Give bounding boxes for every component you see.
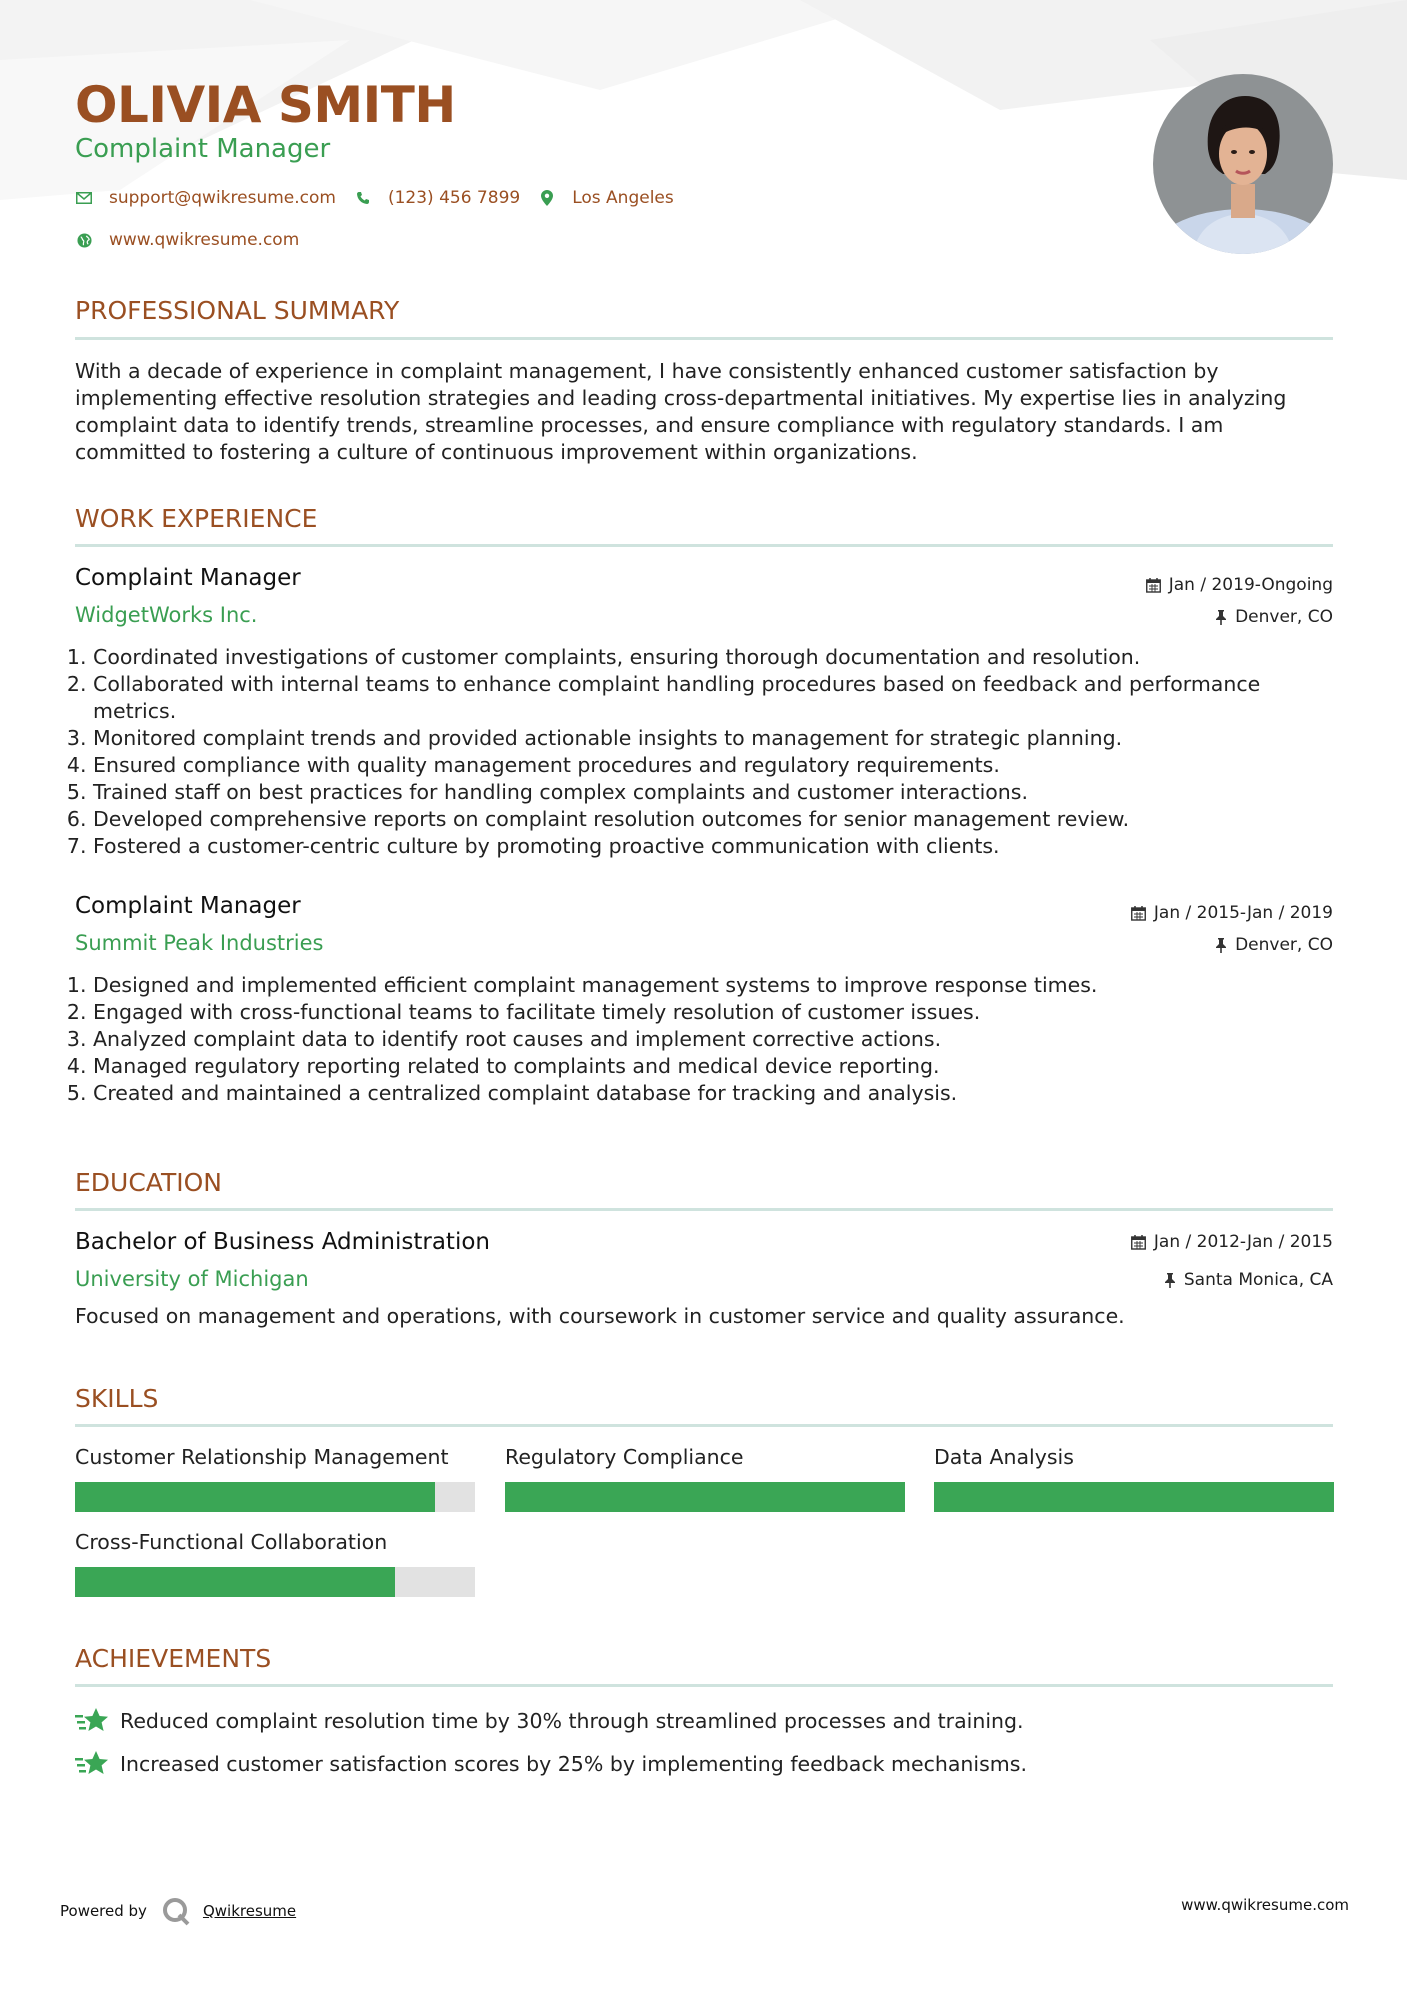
phone-text[interactable]: (123) 456 7899 xyxy=(387,188,521,208)
job-location-text: Denver, CO xyxy=(1235,607,1333,627)
section-divider xyxy=(75,337,1333,340)
job-location xyxy=(1215,935,1333,955)
skill-item xyxy=(75,1442,475,1512)
skill-bar-fill xyxy=(505,1482,905,1512)
email-text[interactable]: support@qwikresume.com xyxy=(109,188,336,208)
list-item: 7. Fostered a customer-centric culture by promoting proactive communication with clients. xyxy=(93,833,1333,860)
pushpin-icon xyxy=(1164,1273,1176,1288)
section-title-experience: WORK EXPERIENCE xyxy=(75,504,318,533)
list-item: 5. Trained staff on best practices for handling complex complaints and customer interactions. xyxy=(93,779,1333,806)
list-item: 4. Ensured compliance with quality management procedures and regulatory requirements. xyxy=(93,752,1333,779)
degree-title: Bachelor of Business Administration xyxy=(75,1229,490,1255)
skill-name: Cross-Functional Collaboration xyxy=(75,1530,388,1554)
list-item: 2. Collaborated with internal teams to enhance complaint handling procedures based on feedback and performance metrics. xyxy=(93,671,1333,725)
section-title-summary: PROFESSIONAL SUMMARY xyxy=(75,296,400,325)
education-dates-text: Jan / 2012-Jan / 2015 xyxy=(1153,1232,1333,1252)
candidate-title: Complaint Manager xyxy=(75,134,331,164)
brand-link[interactable]: Qwikresume xyxy=(202,1902,297,1920)
job-dates xyxy=(1131,903,1333,923)
job-duties-list xyxy=(75,972,1333,1107)
section-divider xyxy=(75,544,1333,547)
email-item[interactable] xyxy=(75,188,336,208)
job-dates-text: Jan / 2019-Ongoing xyxy=(1168,575,1333,595)
skill-name: Data Analysis xyxy=(934,1445,1074,1469)
location-item xyxy=(538,188,674,208)
qwikresume-logo-icon xyxy=(161,1896,191,1926)
skill-name: Customer Relationship Management xyxy=(75,1445,449,1469)
section-divider xyxy=(75,1208,1333,1211)
list-item: 5. Created and maintained a centralized complaint database for tracking and analysis. xyxy=(93,1080,1333,1107)
job-location xyxy=(1215,607,1333,627)
skill-bar-fill xyxy=(75,1482,435,1512)
list-item: 2. Engaged with cross-functional teams to facilitate timely resolution of customer issues. xyxy=(93,999,1333,1026)
footer-powered-by xyxy=(60,1896,296,1926)
job-title: Complaint Manager xyxy=(75,893,301,919)
section-divider xyxy=(75,1684,1333,1687)
school-name: University of Michigan xyxy=(75,1267,309,1291)
achievement-text: Increased customer satisfaction scores by 25% by implementing feedback mechanisms. xyxy=(120,1752,1027,1776)
skill-bar-fill xyxy=(934,1482,1334,1512)
list-item: 1. Coordinated investigations of customer complaints, ensuring thorough documentation and resolution. xyxy=(93,644,1333,671)
calendar-icon xyxy=(1131,906,1146,921)
skill-bar xyxy=(75,1482,475,1512)
envelope-icon xyxy=(75,189,93,207)
section-title-achievements: ACHIEVEMENTS xyxy=(75,1644,272,1673)
achievement-text: Reduced complaint resolution time by 30% through streamlined processes and training. xyxy=(120,1709,1024,1733)
skill-bar xyxy=(505,1482,905,1512)
pushpin-icon xyxy=(1215,610,1227,625)
shooting-star-icon xyxy=(75,1706,111,1736)
achievement-item xyxy=(75,1706,1024,1736)
skill-item xyxy=(505,1442,905,1512)
achievement-item xyxy=(75,1749,1027,1779)
pushpin-icon xyxy=(1215,938,1227,953)
education-location xyxy=(1164,1270,1333,1290)
contact-row xyxy=(75,188,692,208)
list-item: 6. Developed comprehensive reports on complaint resolution outcomes for senior management review. xyxy=(93,806,1333,833)
education-dates xyxy=(1131,1232,1333,1252)
section-title-education: EDUCATION xyxy=(75,1168,222,1197)
candidate-name: OLIVIA SMITH xyxy=(75,76,456,134)
globe-icon xyxy=(75,231,93,249)
summary-text: With a decade of experience in complaint management, I have consistently enhanced customer satisfaction by implementing effective resolution strategies and leading cross-departmental initiatives. My expertise lies in analyzing complaint data to identify trends, streamline processes, and ensure compliance with regulatory standards. I am committed to fostering a culture of continuous improvement within organizations. xyxy=(75,359,1287,464)
section-divider xyxy=(75,1424,1333,1427)
website-row xyxy=(75,230,317,250)
job-dates-text: Jan / 2015-Jan / 2019 xyxy=(1153,903,1333,923)
job-dates xyxy=(1146,575,1333,595)
education-description: Focused on management and operations, with coursework in customer service and quality assurance. xyxy=(75,1304,1125,1328)
calendar-icon xyxy=(1131,1235,1146,1250)
list-item: 3. Monitored complaint trends and provided actionable insights to management for strategic planning. xyxy=(93,725,1333,752)
website-item[interactable] xyxy=(75,230,299,250)
location-text: Los Angeles xyxy=(572,188,674,208)
company-name: WidgetWorks Inc. xyxy=(75,603,258,627)
section-title-skills: SKILLS xyxy=(75,1384,159,1413)
company-name: Summit Peak Industries xyxy=(75,931,324,955)
list-item: 4. Managed regulatory reporting related to complaints and medical device reporting. xyxy=(93,1053,1333,1080)
list-item: 3. Analyzed complaint data to identify root causes and implement corrective actions. xyxy=(93,1026,1333,1053)
calendar-icon xyxy=(1146,578,1161,593)
powered-by-text: Powered by xyxy=(60,1902,147,1920)
skill-item xyxy=(75,1527,475,1597)
skill-bar-fill xyxy=(75,1567,395,1597)
skill-bar xyxy=(75,1567,475,1597)
shooting-star-icon xyxy=(75,1749,111,1779)
website-text[interactable]: www.qwikresume.com xyxy=(109,230,300,250)
skill-item xyxy=(934,1442,1334,1512)
list-item: 1. Designed and implemented efficient complaint management systems to improve response times. xyxy=(93,972,1333,999)
education-location-text: Santa Monica, CA xyxy=(1183,1270,1333,1290)
job-location-text: Denver, CO xyxy=(1235,935,1333,955)
job-duties-list xyxy=(75,644,1333,860)
footer-website[interactable]: www.qwikresume.com xyxy=(1181,1896,1349,1914)
skill-bar xyxy=(934,1482,1334,1512)
profile-photo xyxy=(1153,74,1333,254)
job-title: Complaint Manager xyxy=(75,565,301,591)
map-pin-icon xyxy=(538,189,556,207)
phone-icon xyxy=(354,189,372,207)
skill-name: Regulatory Compliance xyxy=(505,1445,744,1469)
phone-item[interactable] xyxy=(354,188,520,208)
